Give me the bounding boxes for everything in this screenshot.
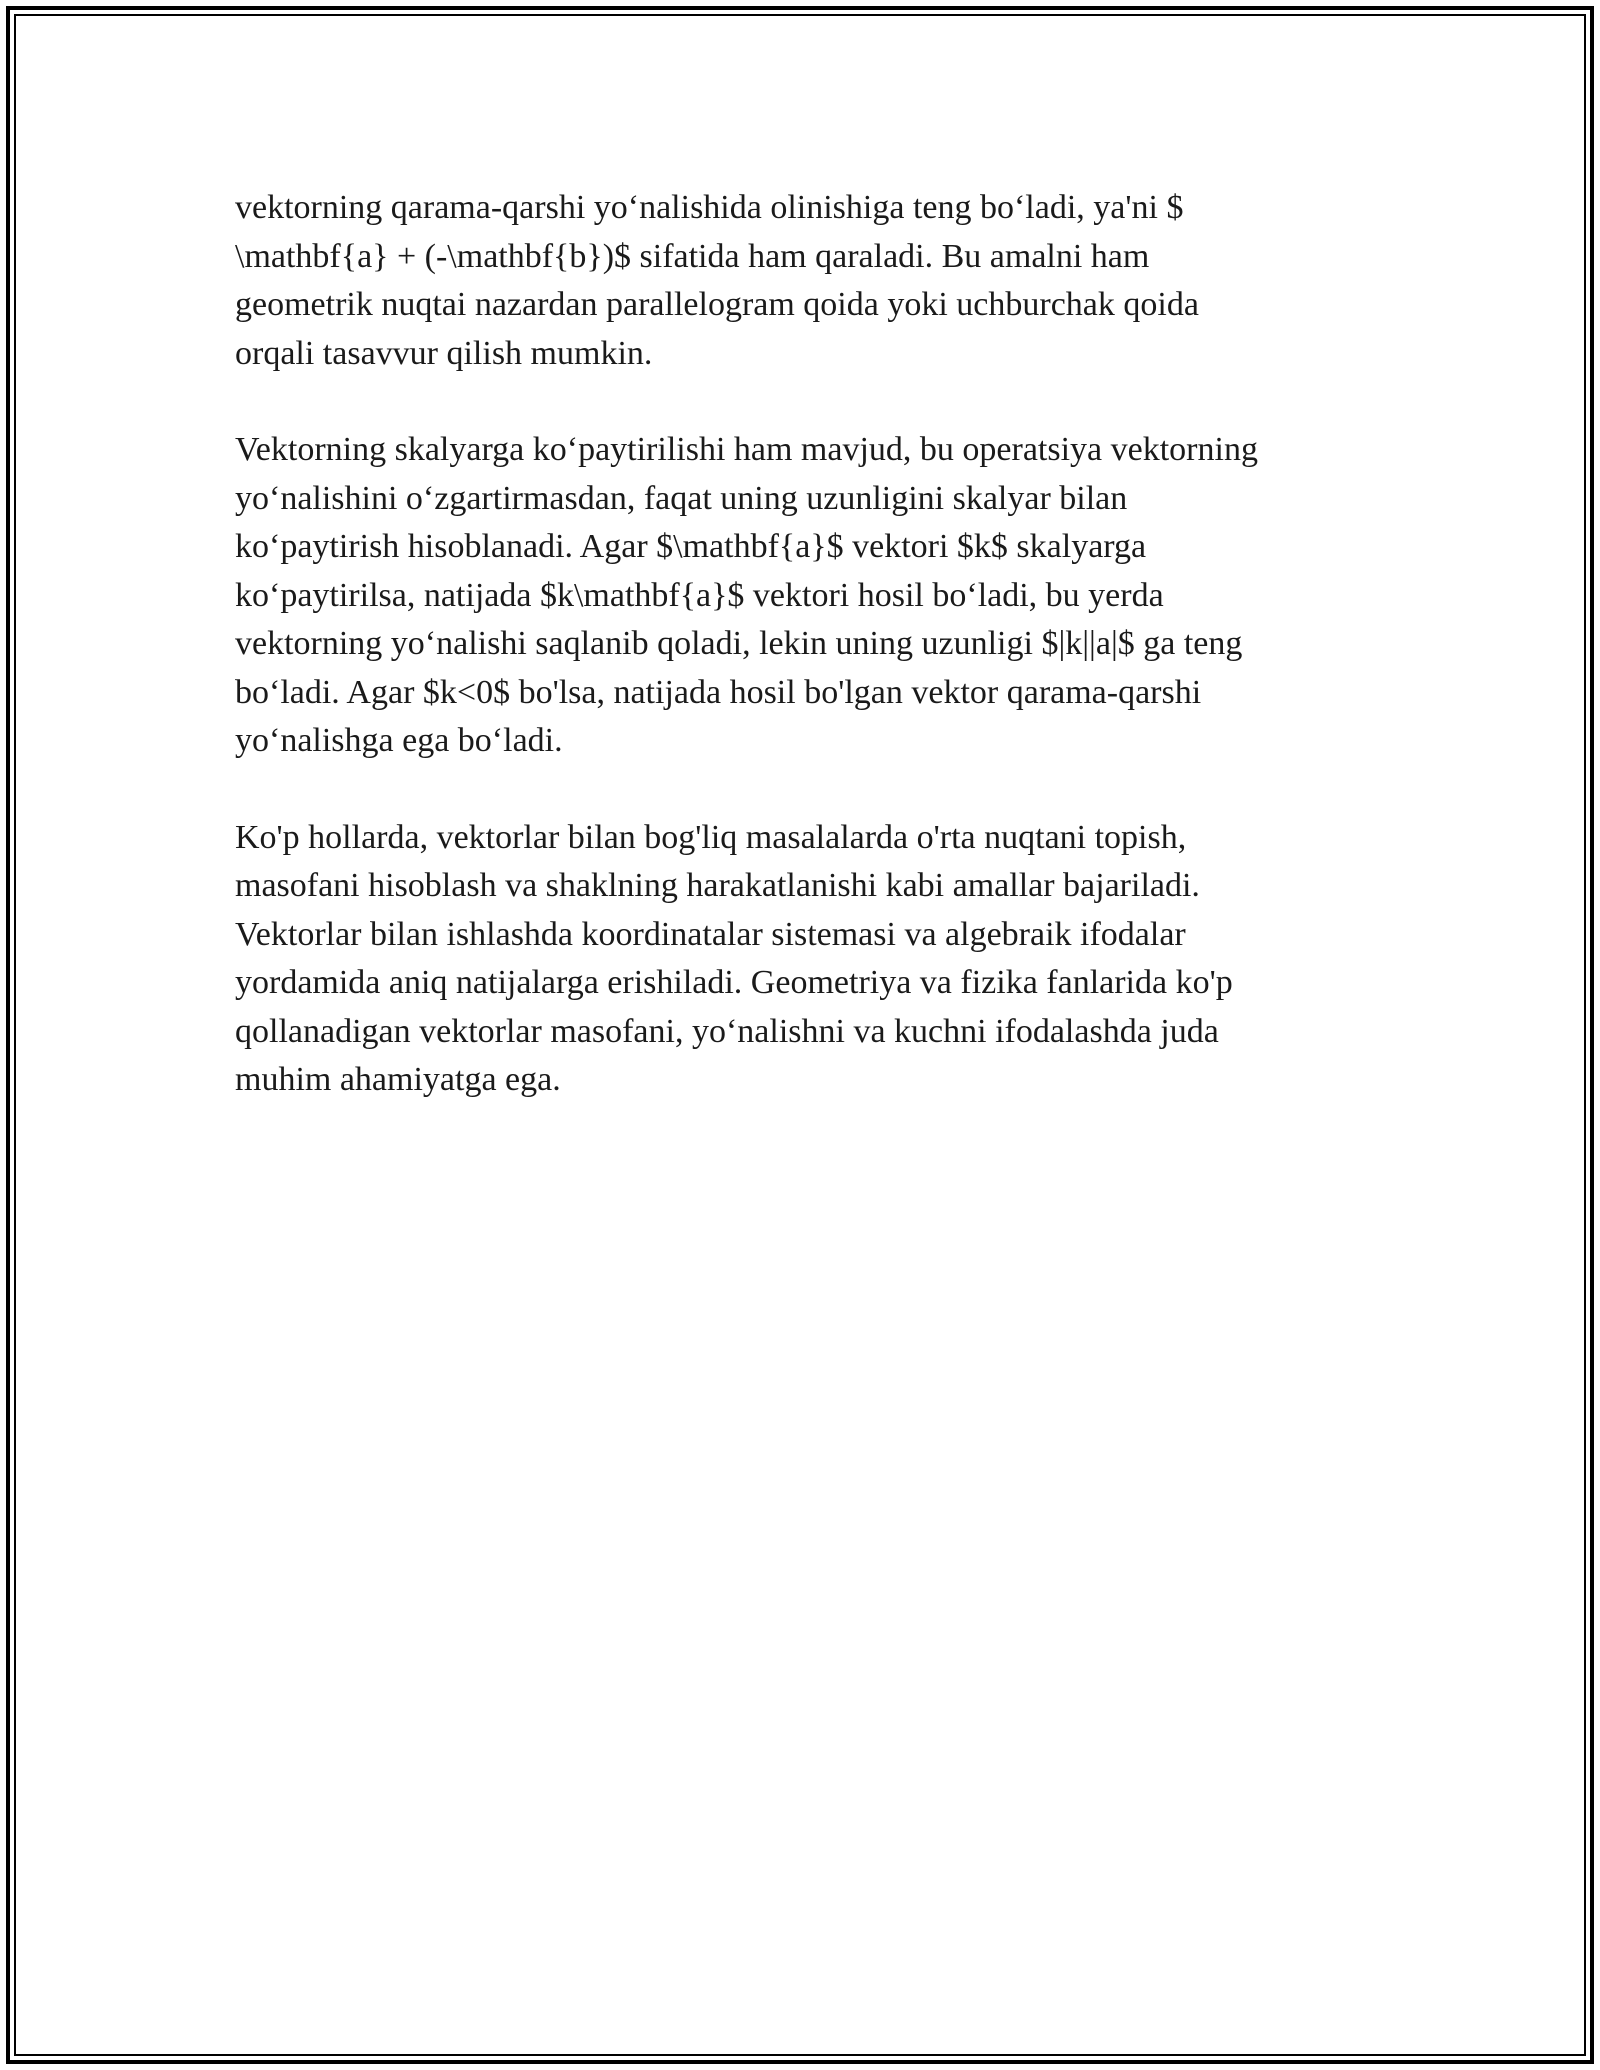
paragraph-vector-subtraction: vektorning qarama-qarshi yo‘nalishida olinishiga teng bo‘ladi, ya'ni $ \mathbf{a} + (-\mathbf{b})$ sifatida ham qaraladi. Bu amalni ham geometrik nuqtai nazardan parallelogram qoida yoki uchburchak qoida orqali tasavvur qilish mumkin. xyxy=(235,189,1199,372)
paragraph-scalar-multiplication: Vektorning skalyarga ko‘paytirilishi ham mavjud, bu operatsiya vektorning yo‘nalishini o‘zgartirmasdan, faqat uning uzunligini skalyar bilan ko‘paytirish hisoblanadi. Agar $\mathbf{a}$ vektori $k$ skalyarga ko‘paytirilsa, natijada $k\mathbf{a}$ vektori hosil bo‘ladi, bu yerda vektorning yo‘nalishi saqlanib qoladi, lekin uning uzunligi $|k||a|$ ga teng bo‘ladi. Agar $k<0$ bo'lsa, natijada hosil bo'lgan vektor qarama-qarshi yo‘nalishga ega bo‘ladi. xyxy=(235,431,1258,759)
document-body xyxy=(235,184,1365,1153)
paragraph-vector-applications: Ko'p hollarda, vektorlar bilan bog'liq masalalarda o'rta nuqtani topish, masofani hisoblash va shaklning harakatlanishi kabi amallar bajariladi. Vektorlar bilan ishlashda koordinatalar sistemasi va algebraik ifodalar yordamida aniq natijalarga erishiladi. Geometriya va fizika fanlarida ko'p qollanadigan vektorlar masofani, yo‘nalishni va kuchni ifodalashda juda muhim ahamiyatga ega. xyxy=(235,818,1233,1098)
